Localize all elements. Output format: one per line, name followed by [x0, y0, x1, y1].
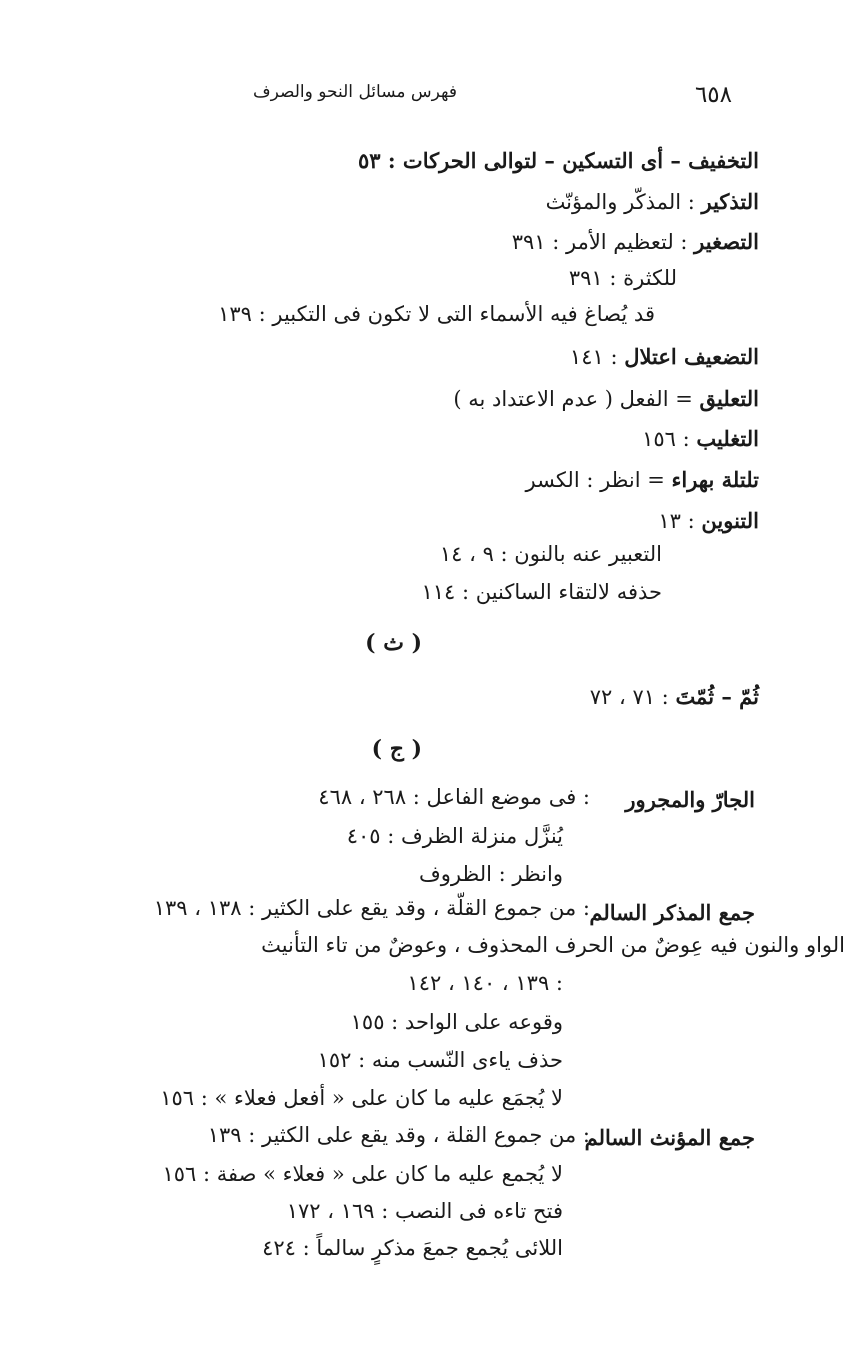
entry-subline: : من جموع القلة ، وقد يقع على الكثير : ١٣٩ [207, 1123, 590, 1147]
entry-head: ثُمّ – ثُمّتَ [675, 684, 759, 709]
entry-text: : ١٤١ [569, 345, 625, 369]
entry-head: التضعيف اعتلال [624, 344, 759, 369]
entry-head: التغليب [696, 426, 759, 451]
entry-text: : ١٥٦ [642, 427, 697, 451]
entry-head-jam-mudhakkar: جمع المذكر السالم [589, 900, 755, 925]
entry-text: : ٧١ ، ٧٢ [589, 685, 676, 709]
entry-tadif [570, 346, 759, 368]
entry-subline: الواو والنون فيه عِوضٌ من الحرف المحذوف ، وعوضٌ من تاء التأنيث [261, 933, 845, 957]
entry-head-jam-muannath: جمع المؤنث السالم [584, 1125, 755, 1150]
entry-subline: للكثرة : ٣٩١ [568, 266, 677, 290]
entry-subline: وقوعه على الواحد : ١٥٥ [350, 1010, 563, 1034]
entry-text: : لتعظيم الأمر : ٣٩١ [511, 230, 695, 254]
entry-takhfif [358, 150, 759, 172]
entry-subline: حذفه لالتقاء الساكنين : ١١٤ [421, 580, 662, 604]
entry-text: = انظر : الكسر [525, 468, 672, 492]
entry-subline: يُنزَّل منزلة الظرف : ٤٠٥ [346, 824, 563, 848]
entry-head: التنوين [701, 508, 759, 533]
entry-subline: لا يُجمع عليه ما كان على « فعلاء » صفة : ١٥٦ [162, 1162, 563, 1186]
entry-text: = الفعل ( عدم الاعتداد به ) [453, 387, 700, 411]
entry-tadhkir [546, 191, 759, 213]
entry-tasghir [512, 231, 759, 253]
entry-head: التصغير [694, 229, 759, 254]
section-heading-tha: ( ث ) [365, 630, 422, 656]
entry-head: التذكير [701, 189, 759, 214]
entry-thumma [590, 686, 759, 708]
entry-text: : ١٣ [658, 509, 702, 533]
entry-text: – أى التسكين – لتوالى الحركات : ٥٣ [358, 148, 689, 173]
entry-taghlib [642, 428, 759, 450]
entry-subline: فتح تاءه فى النصب : ١٦٩ ، ١٧٢ [286, 1199, 563, 1223]
entry-subline: لا يُجمَع عليه ما كان على « أفعل فعلاء » : ١٥٦ [160, 1086, 563, 1110]
entry-tanwin [658, 510, 759, 532]
section-heading-jim: ( ج ) [371, 736, 422, 762]
entry-subline: وانظر : الظروف [418, 862, 563, 886]
entry-head: التخفيف [688, 148, 759, 173]
page-number: ٦٥٨ [694, 82, 732, 108]
entry-text: : المذكّر والمؤنّث [545, 190, 702, 214]
entry-subline: : من جموع القلّة ، وقد يقع على الكثير : ١٣٨ ، ١٣٩ [153, 896, 590, 920]
entry-subline: قد يُصاغ فيه الأسماء التى لا تكون فى التكبير : ١٣٩ [218, 302, 655, 326]
entry-taliq [453, 388, 759, 410]
entry-subline: حذف ياءى النّسب منه : ١٥٢ [317, 1048, 563, 1072]
entry-head-jarr: الجارّ والمجرور [625, 787, 755, 812]
entry-subline: : ١٣٩ ، ١٤٠ ، ١٤٢ [407, 971, 563, 995]
entry-subline: : فى موضع الفاعل : ٢٦٨ ، ٤٦٨ [318, 785, 590, 809]
entry-subline: اللائى يُجمع جمعَ مذكرٍ سالماً : ٤٢٤ [262, 1236, 563, 1260]
entry-head: تلتلة بهراء [671, 467, 759, 492]
entry-subline: التعبير عنه بالنون : ٩ ، ١٤ [439, 542, 662, 566]
entry-head: التعليق [699, 386, 759, 411]
running-title: فهرس مسائل النحو والصرف [252, 82, 457, 102]
entry-taltala [526, 469, 760, 491]
